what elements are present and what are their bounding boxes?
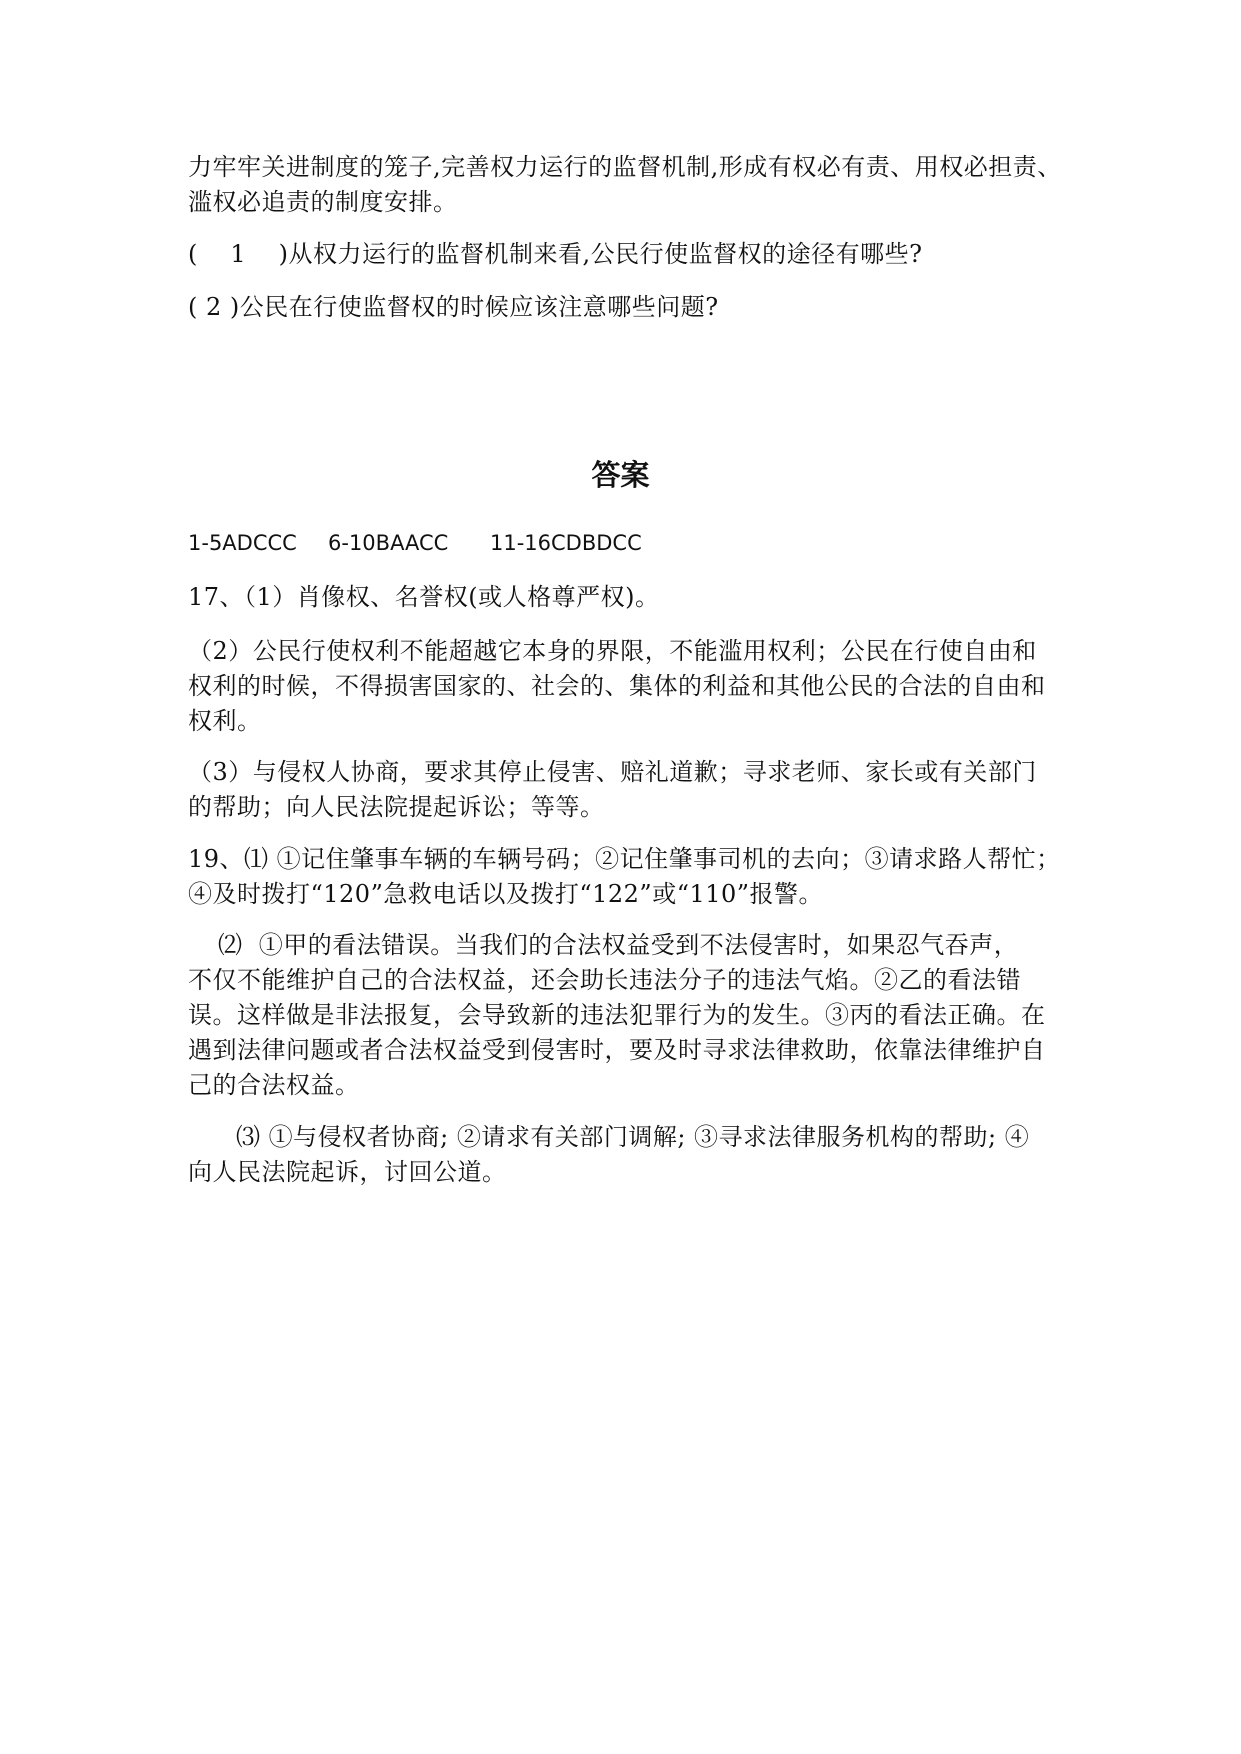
intro-line: 力牢牢关进制度的笼子,完善权力运行的监督机制,形成有权必有责、用权必担责、	[188, 153, 1062, 181]
question-text: ( 1 )从权力运行的监督机制来看,公民行使监督权的途径有哪些?	[188, 240, 923, 268]
intro-line: 滥权必追责的制度安排。	[188, 188, 458, 216]
answer-line: ⑵ ①甲的看法错误。当我们的合法权益受到不法侵害时，如果忍气吞声，	[218, 931, 1019, 959]
question-text: ( 2 )公民在行使监督权的时候应该注意哪些问题?	[188, 293, 719, 321]
intro-paragraph	[188, 150, 1062, 220]
mc-answer-group: 6-10BAACC	[328, 531, 449, 555]
answer-line: 19、⑴ ①记住肇事车辆的车辆号码；②记住肇事司机的去向；③请求路人帮忙；	[188, 845, 1061, 873]
mc-answer-group: 11-16CDBDCC	[490, 531, 642, 555]
question-2	[188, 290, 1058, 325]
question-1	[188, 237, 1058, 272]
answer-line: ⑶ ①与侵权者协商; ②请求有关部门调解; ③寻求法律服务机构的帮助; ④	[236, 1123, 1030, 1151]
answer-line: 权利。	[188, 707, 262, 735]
answer-line: 己的合法权益。	[188, 1071, 360, 1099]
answer-line: 遇到法律问题或者合法权益受到侵害时，要及时寻求法律救助，依靠法律维护自	[188, 1036, 1046, 1064]
answer-line: 17、（1）肖像权、名誉权(或人格尊严权)。	[188, 583, 660, 611]
answer-line: 的帮助；向人民法院提起诉讼；等等。	[188, 793, 605, 821]
answer-line: （2）公民行使权利不能超越它本身的界限，不能滥用权利；公民在行使自由和	[188, 637, 1037, 665]
answer-19-part-3	[188, 1120, 1058, 1190]
answer-title: 答案	[591, 458, 650, 492]
answer-line: 权利的时候，不得损害国家的、社会的、集体的利益和其他公民的合法的自由和	[188, 672, 1046, 700]
answer-line: 误。这样做是非法报复，会导致新的违法犯罪行为的发生。③丙的看法正确。在	[188, 1001, 1046, 1029]
answer-line: （3）与侵权人协商，要求其停止侵害、赔礼道歉；寻求老师、家长或有关部门	[188, 758, 1037, 786]
answer-line: ④及时拨打“120”急救电话以及拨打“122”或“110”报警。	[188, 880, 824, 908]
answer-17-part-2	[188, 634, 1058, 739]
answer-17-part-3	[188, 755, 1058, 825]
answer-19-part-2	[188, 928, 1058, 1103]
mc-answer-group: 1-5ADCCC	[188, 531, 297, 555]
answer-19-part-1	[188, 842, 1061, 912]
answer-line: 不仅不能维护自己的合法权益，还会助长违法分子的违法气焰。②乙的看法错	[188, 966, 1021, 994]
answer-line: 向人民法院起诉，讨回公道。	[188, 1158, 507, 1186]
answer-17-part-1	[188, 580, 1058, 615]
